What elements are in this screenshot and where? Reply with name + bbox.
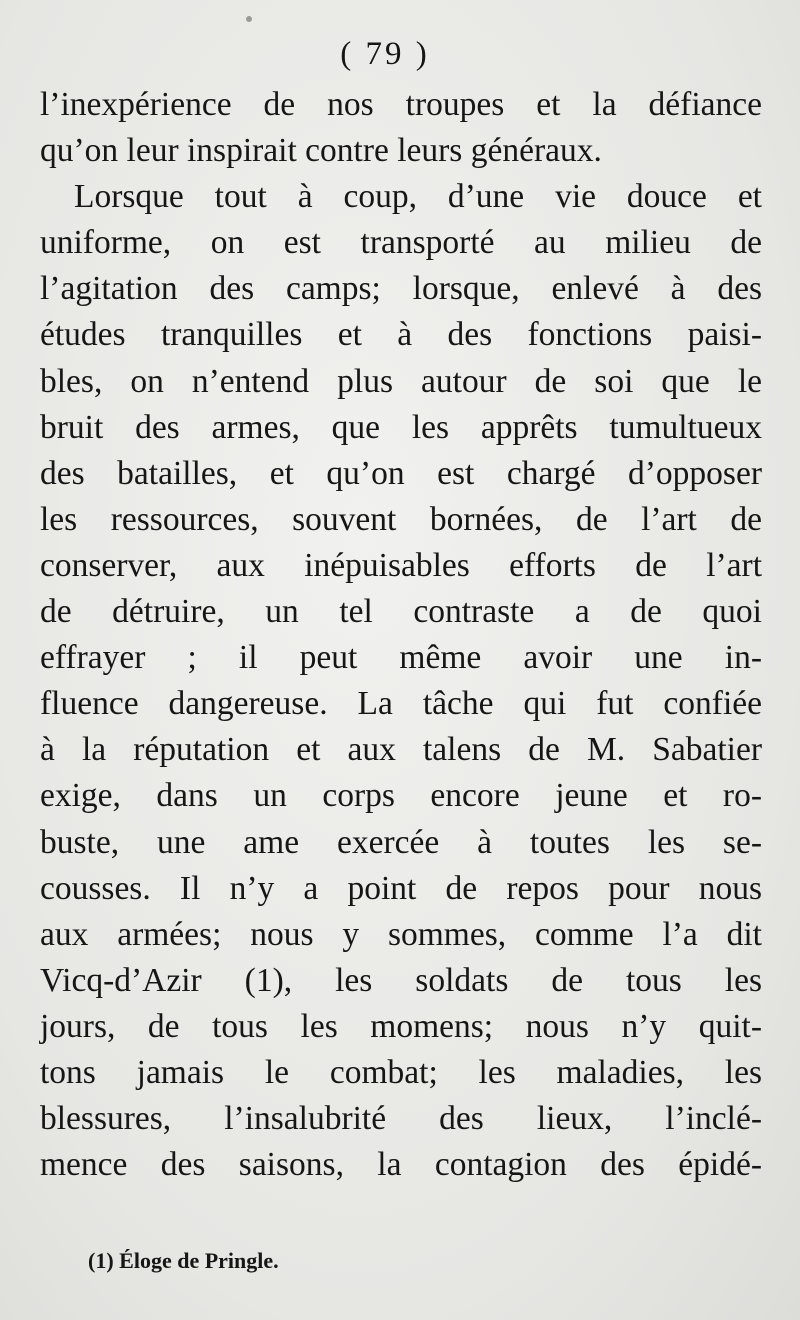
text-line: jours, de tous les momens; nous n’y quit- <box>40 1007 762 1045</box>
text-line: cousses. Il n’y a point de repos pour nous <box>40 869 762 907</box>
text-line: l’inexpérience de nos troupes et la défiance <box>40 86 762 123</box>
text-line: aux armées; nous y sommes, comme l’a dit <box>40 915 762 953</box>
text-line: les ressources, souvent bornées, de l’art de <box>40 500 762 538</box>
text-line: mence des saisons, la contagion des épidé- <box>40 1146 762 1184</box>
text-line: des batailles, et qu’on est chargé d’opposer <box>40 454 762 492</box>
text-line: conserver, aux inépuisables efforts de l’art <box>40 546 762 584</box>
footnote: (1) Éloge de Pringle. <box>88 1248 279 1273</box>
text-line: de détruire, un tel contraste a de quoi <box>40 593 762 631</box>
text-line: à la réputation et aux talens de M. Sabatier <box>40 731 762 769</box>
body-text <box>40 82 762 1188</box>
text-line: blessures, l’insalubrité des lieux, l’inclé- <box>40 1100 762 1138</box>
paragraph-first-line: Lorsque tout à coup, d’une vie douce et <box>74 178 762 216</box>
text-line: exige, dans un corps encore jeune et ro- <box>40 777 762 815</box>
text-line: fluence dangereuse. La tâche qui fut confiée <box>40 685 762 723</box>
page-number: ( 79 ) <box>340 36 430 72</box>
text-line: bles, on n’entend plus autour de soi que le <box>40 362 762 400</box>
text-line: tons jamais le combat; les maladies, les <box>40 1053 762 1091</box>
text-line: études tranquilles et à des fonctions paisi- <box>40 316 762 354</box>
text-line: effrayer ; il peut même avoir une in- <box>40 639 762 677</box>
text-line: buste, une ame exercée à toutes les se- <box>40 823 762 861</box>
text-line: Vicq-d’Azir (1), les soldats de tous les <box>40 961 762 999</box>
ink-speck <box>246 16 252 22</box>
text-line: qu’on leur inspirait contre leurs généraux. <box>40 132 602 170</box>
text-line: bruit des armes, que les apprêts tumultueux <box>40 408 762 446</box>
text-line: uniforme, on est transporté au milieu de <box>40 224 762 262</box>
text-line: l’agitation des camps; lorsque, enlevé à des <box>40 270 762 308</box>
